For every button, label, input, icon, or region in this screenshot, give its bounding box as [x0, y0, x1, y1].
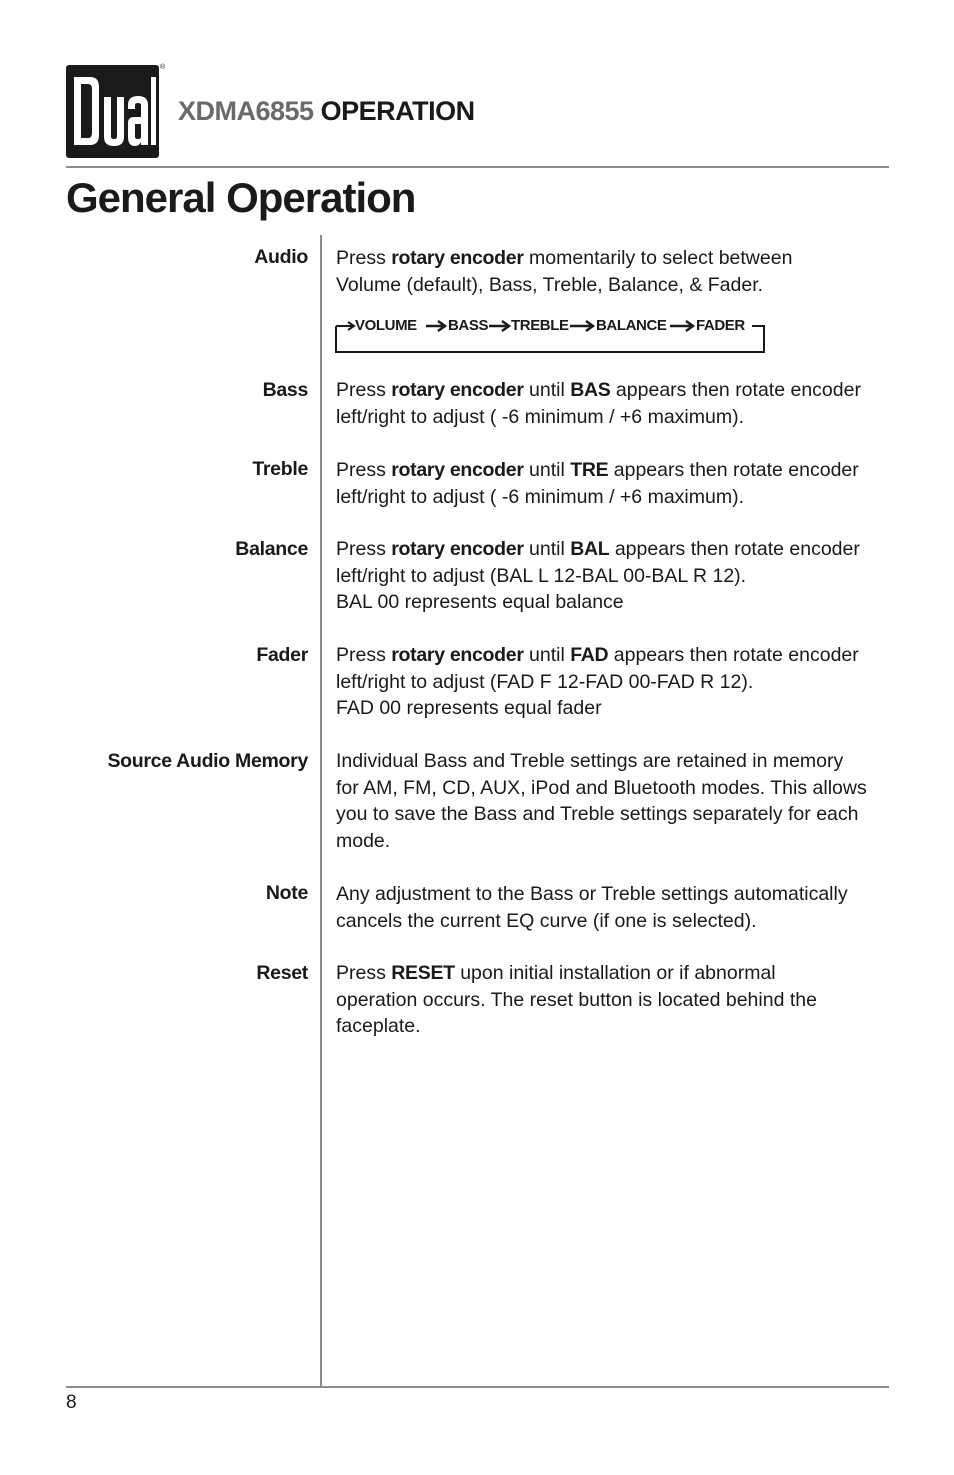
- label-treble: Treble: [252, 458, 308, 480]
- label-reset: Reset: [256, 962, 308, 984]
- registered-mark: ®: [160, 64, 166, 71]
- dual-logo: [66, 65, 159, 158]
- header-divider: [66, 166, 889, 168]
- desc-treble: Press rotary encoder until TRE appears then rotate encoder left/right to adjust ( -6 minimum / +6 maximum).: [336, 459, 859, 508]
- desc-balance: Press rotary encoder until BAL appears then rotate encoder left/right to adjust (BAL L 12-BAL 00-BAL R 12). BAL 00 represents equal balance: [336, 538, 860, 613]
- column-divider: [320, 235, 322, 1387]
- desc-bass: Press rotary encoder until BAS appears then rotate encoder left/right to adjust ( -6 minimum / +6 maximum).: [336, 379, 861, 428]
- flow-step-bass: BASS: [448, 317, 489, 334]
- label-bass: Bass: [262, 379, 308, 401]
- label-audio: Audio: [254, 246, 308, 268]
- desc-note: Any adjustment to the Bass or Treble settings automatically cancels the current EQ curve (if one is selected).: [336, 883, 848, 932]
- model-number: XDMA6855: [178, 96, 314, 126]
- label-note: Note: [265, 882, 308, 904]
- flow-step-fader: FADER: [696, 317, 745, 334]
- desc-audio: Press rotary encoder momentarily to select between Volume (default), Bass, Treble, Balance, & Fader.: [336, 247, 793, 296]
- label-fader: Fader: [256, 644, 308, 666]
- label-source-audio-memory: Source Audio Memory: [107, 750, 308, 772]
- flow-step-volume: VOLUME: [355, 317, 417, 334]
- page-number: 8: [66, 1392, 77, 1413]
- desc-source-audio-memory: Individual Bass and Treble settings are retained in memory for AM, FM, CD, AUX, iPod and Bluetooth modes. This allows you to save the Bass and Treble settings separately for each mode.: [336, 750, 867, 852]
- audio-mode-cycle-diagram: [334, 316, 766, 354]
- section-name: OPERATION: [320, 96, 475, 126]
- desc-reset: Press RESET upon initial installation or if abnormal operation occurs. The reset button is located behind the faceplate.: [336, 962, 817, 1037]
- label-balance: Balance: [235, 538, 308, 560]
- footer-divider: [66, 1386, 889, 1388]
- flow-step-balance: BALANCE: [596, 317, 667, 334]
- page-title: General Operation: [66, 174, 416, 221]
- desc-fader: Press rotary encoder until FAD appears then rotate encoder left/right to adjust (FAD F 12-FAD 00-FAD R 12). FAD 00 represents equal fader: [336, 644, 859, 719]
- section-header: [178, 96, 475, 127]
- dual-logo-mark: [66, 65, 159, 158]
- flow-step-treble: TREBLE: [511, 317, 569, 334]
